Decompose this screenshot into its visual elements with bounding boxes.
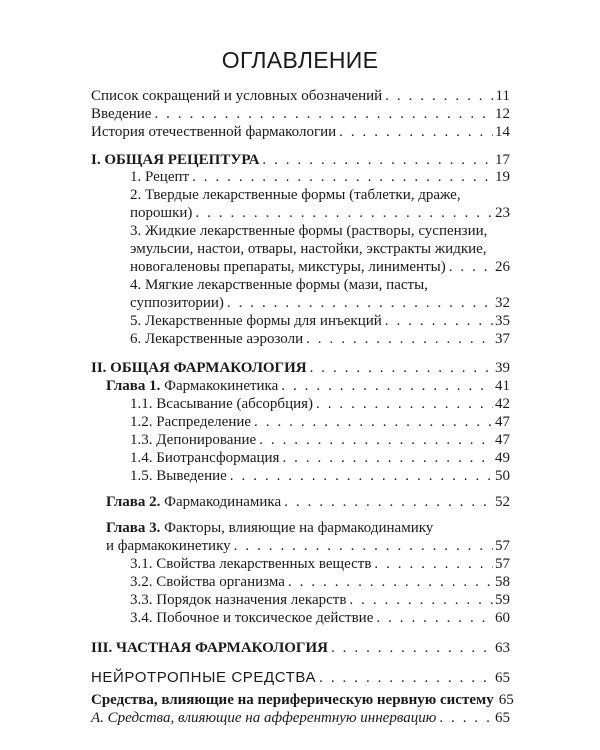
toc-entry xyxy=(130,448,510,468)
toc-chapter-title-line xyxy=(106,518,433,538)
toc-entry-page: 42 xyxy=(495,396,510,412)
toc-entry-title: Введение xyxy=(91,106,152,122)
toc-entry xyxy=(130,572,510,592)
toc-entry-page: 65 xyxy=(495,710,510,726)
toc-entry xyxy=(130,293,510,313)
dot-leader xyxy=(319,668,493,688)
toc-entry-page: 58 xyxy=(495,574,510,590)
toc-entry xyxy=(130,257,510,277)
toc-entry-title: 3.4. Побочное и токсическое действие xyxy=(130,610,374,626)
toc-entry xyxy=(130,412,510,432)
toc-entry-title: История отечественной фармакологии xyxy=(91,124,337,140)
toc-entry-title: 6. Лекарственные аэрозоли xyxy=(130,331,304,347)
dot-leader xyxy=(439,708,493,728)
toc-entry-title: 1.5. Выведение xyxy=(130,468,227,484)
dot-leader xyxy=(254,412,493,432)
toc-entry-page: 63 xyxy=(495,640,510,656)
toc-entry-page: 11 xyxy=(495,88,510,104)
chapter-title: Факторы, влияющие на фармакодинамику xyxy=(164,520,434,536)
toc-entry-page: 52 xyxy=(495,494,510,510)
part-title: III. ЧАСТНАЯ ФАРМАКОЛОГИЯ xyxy=(91,640,328,656)
toc-entry xyxy=(130,311,510,331)
toc-entry-title-line: 4. Мягкие лекарственные формы (мази, пасты, xyxy=(130,277,428,293)
toc-entry-title-line: 3. Жидкие лекарственные формы (растворы, суспензии, xyxy=(130,223,488,239)
toc-chapter xyxy=(106,536,510,556)
toc-entry-page: 32 xyxy=(495,295,510,311)
chapter-label: Глава 1. xyxy=(106,378,161,394)
toc-entry-title: 5. Лекарственные формы для инъекций xyxy=(130,313,382,329)
chapter-title: и фармакокинетику xyxy=(106,538,231,554)
dot-leader xyxy=(310,358,493,378)
toc-entry-title: 1.2. Распределение xyxy=(130,414,252,430)
toc-part-heading xyxy=(91,638,510,658)
toc-entry xyxy=(91,104,510,124)
subsection-title: А. Средства, влияющие на афферентную иннервацию xyxy=(91,710,437,726)
dot-leader xyxy=(284,492,493,512)
toc-entry-page: 65 xyxy=(495,670,510,686)
toc-entry-page: 50 xyxy=(495,468,510,484)
part-title: II. ОБЩАЯ ФАРМАКОЛОГИЯ xyxy=(91,360,307,376)
toc-entry-title: суппозитории) xyxy=(130,295,224,311)
dot-leader xyxy=(449,257,493,277)
toc-entry-page: 65 xyxy=(498,692,514,708)
toc-entry xyxy=(130,329,510,349)
toc-entry xyxy=(130,554,510,574)
toc-entry-title: порошки) xyxy=(130,205,193,221)
toc-entry xyxy=(91,86,510,106)
toc-entry-page: 37 xyxy=(495,331,510,347)
toc-entry-page: 57 xyxy=(495,556,510,572)
toc-part-heading xyxy=(91,358,510,378)
chapter-title: Фармакодинамика xyxy=(164,494,282,510)
toc-entry-page: 23 xyxy=(495,205,510,221)
toc-entry-page: 47 xyxy=(495,414,510,430)
dot-leader xyxy=(234,536,493,556)
part-title: I. ОБЩАЯ РЕЦЕПТУРА xyxy=(91,152,260,168)
toc-entry-page: 60 xyxy=(495,610,510,626)
toc-entry xyxy=(130,466,510,486)
chapter-label: Глава 2. xyxy=(106,494,161,510)
dot-leader xyxy=(154,104,493,124)
toc-entry-title: 1.1. Всасывание (абсорбция) xyxy=(130,396,314,412)
toc-entry xyxy=(130,590,510,610)
dot-leader xyxy=(227,293,493,313)
toc-entry-page: 59 xyxy=(495,592,510,608)
chapter-title: Фармакокинетика xyxy=(164,378,279,394)
toc-entry xyxy=(91,122,510,142)
toc-entry-page: 49 xyxy=(495,450,510,466)
toc-entry-title: 1. Рецепт xyxy=(130,169,190,185)
dot-leader xyxy=(281,376,493,396)
toc-entry-title-line: эмульсии, настои, отвары, настойки, экстракты жидкие, xyxy=(130,241,487,257)
page-title: ОГЛАВЛЕНИЕ xyxy=(221,47,379,73)
toc-entry-title: 3.2. Свойства организма xyxy=(130,574,285,590)
toc-entry-title-line: 2. Твердые лекарственные формы (таблетки, драже, xyxy=(130,187,461,203)
dot-leader xyxy=(339,122,493,142)
dot-leader xyxy=(376,608,493,628)
toc-chapter xyxy=(106,492,510,512)
toc-entry-title: 1.4. Биотрансформация xyxy=(130,450,280,466)
toc-entry-page: 14 xyxy=(495,124,510,140)
toc-entry-page: 12 xyxy=(495,106,510,122)
toc-entry-page: 39 xyxy=(495,360,510,376)
toc-subsection xyxy=(91,690,514,710)
toc-entry-title: Список сокращений и условных обозначений xyxy=(91,88,383,104)
toc-chapter xyxy=(106,376,510,396)
toc-entry-page: 41 xyxy=(495,378,510,394)
dot-leader xyxy=(374,554,493,574)
toc-entry-page: 26 xyxy=(495,259,510,275)
dot-leader xyxy=(259,430,493,450)
dot-leader xyxy=(385,311,493,331)
toc-entry xyxy=(130,203,510,223)
dot-leader xyxy=(282,448,493,468)
toc-entry-title: 3.1. Свойства лекарственных веществ xyxy=(130,556,372,572)
toc-entry-page: 57 xyxy=(495,538,510,554)
dot-leader xyxy=(230,466,493,486)
toc-entry-title: новогаленовы препараты, микстуры, линименты) xyxy=(130,259,446,275)
dot-leader xyxy=(331,638,493,658)
toc-entry-page: 17 xyxy=(495,152,510,168)
toc-section xyxy=(91,668,510,688)
toc-entry-title: 3.3. Порядок назначения лекарств xyxy=(130,592,347,608)
dot-leader xyxy=(192,167,493,187)
toc-entry-title: 1.3. Депонирование xyxy=(130,432,257,448)
dot-leader xyxy=(316,394,493,414)
dot-leader xyxy=(288,572,493,592)
dot-leader xyxy=(195,203,493,223)
toc-entry xyxy=(130,430,510,450)
subsection-title: Средства, влияющие на периферическую нервную систему xyxy=(91,692,494,708)
chapter-label: Глава 3. xyxy=(106,520,161,536)
dot-leader xyxy=(306,329,493,349)
toc-entry xyxy=(130,167,510,187)
section-title: НЕЙРОТРОПНЫЕ СРЕДСТВА xyxy=(91,669,317,686)
toc-subsection xyxy=(91,708,510,728)
toc-entry xyxy=(130,394,510,414)
toc-entry-page: 47 xyxy=(495,432,510,448)
dot-leader xyxy=(349,590,493,610)
toc-entry-page: 35 xyxy=(495,313,510,329)
toc-entry-page: 19 xyxy=(495,169,510,185)
dot-leader xyxy=(385,86,493,106)
toc-entry xyxy=(130,608,510,628)
